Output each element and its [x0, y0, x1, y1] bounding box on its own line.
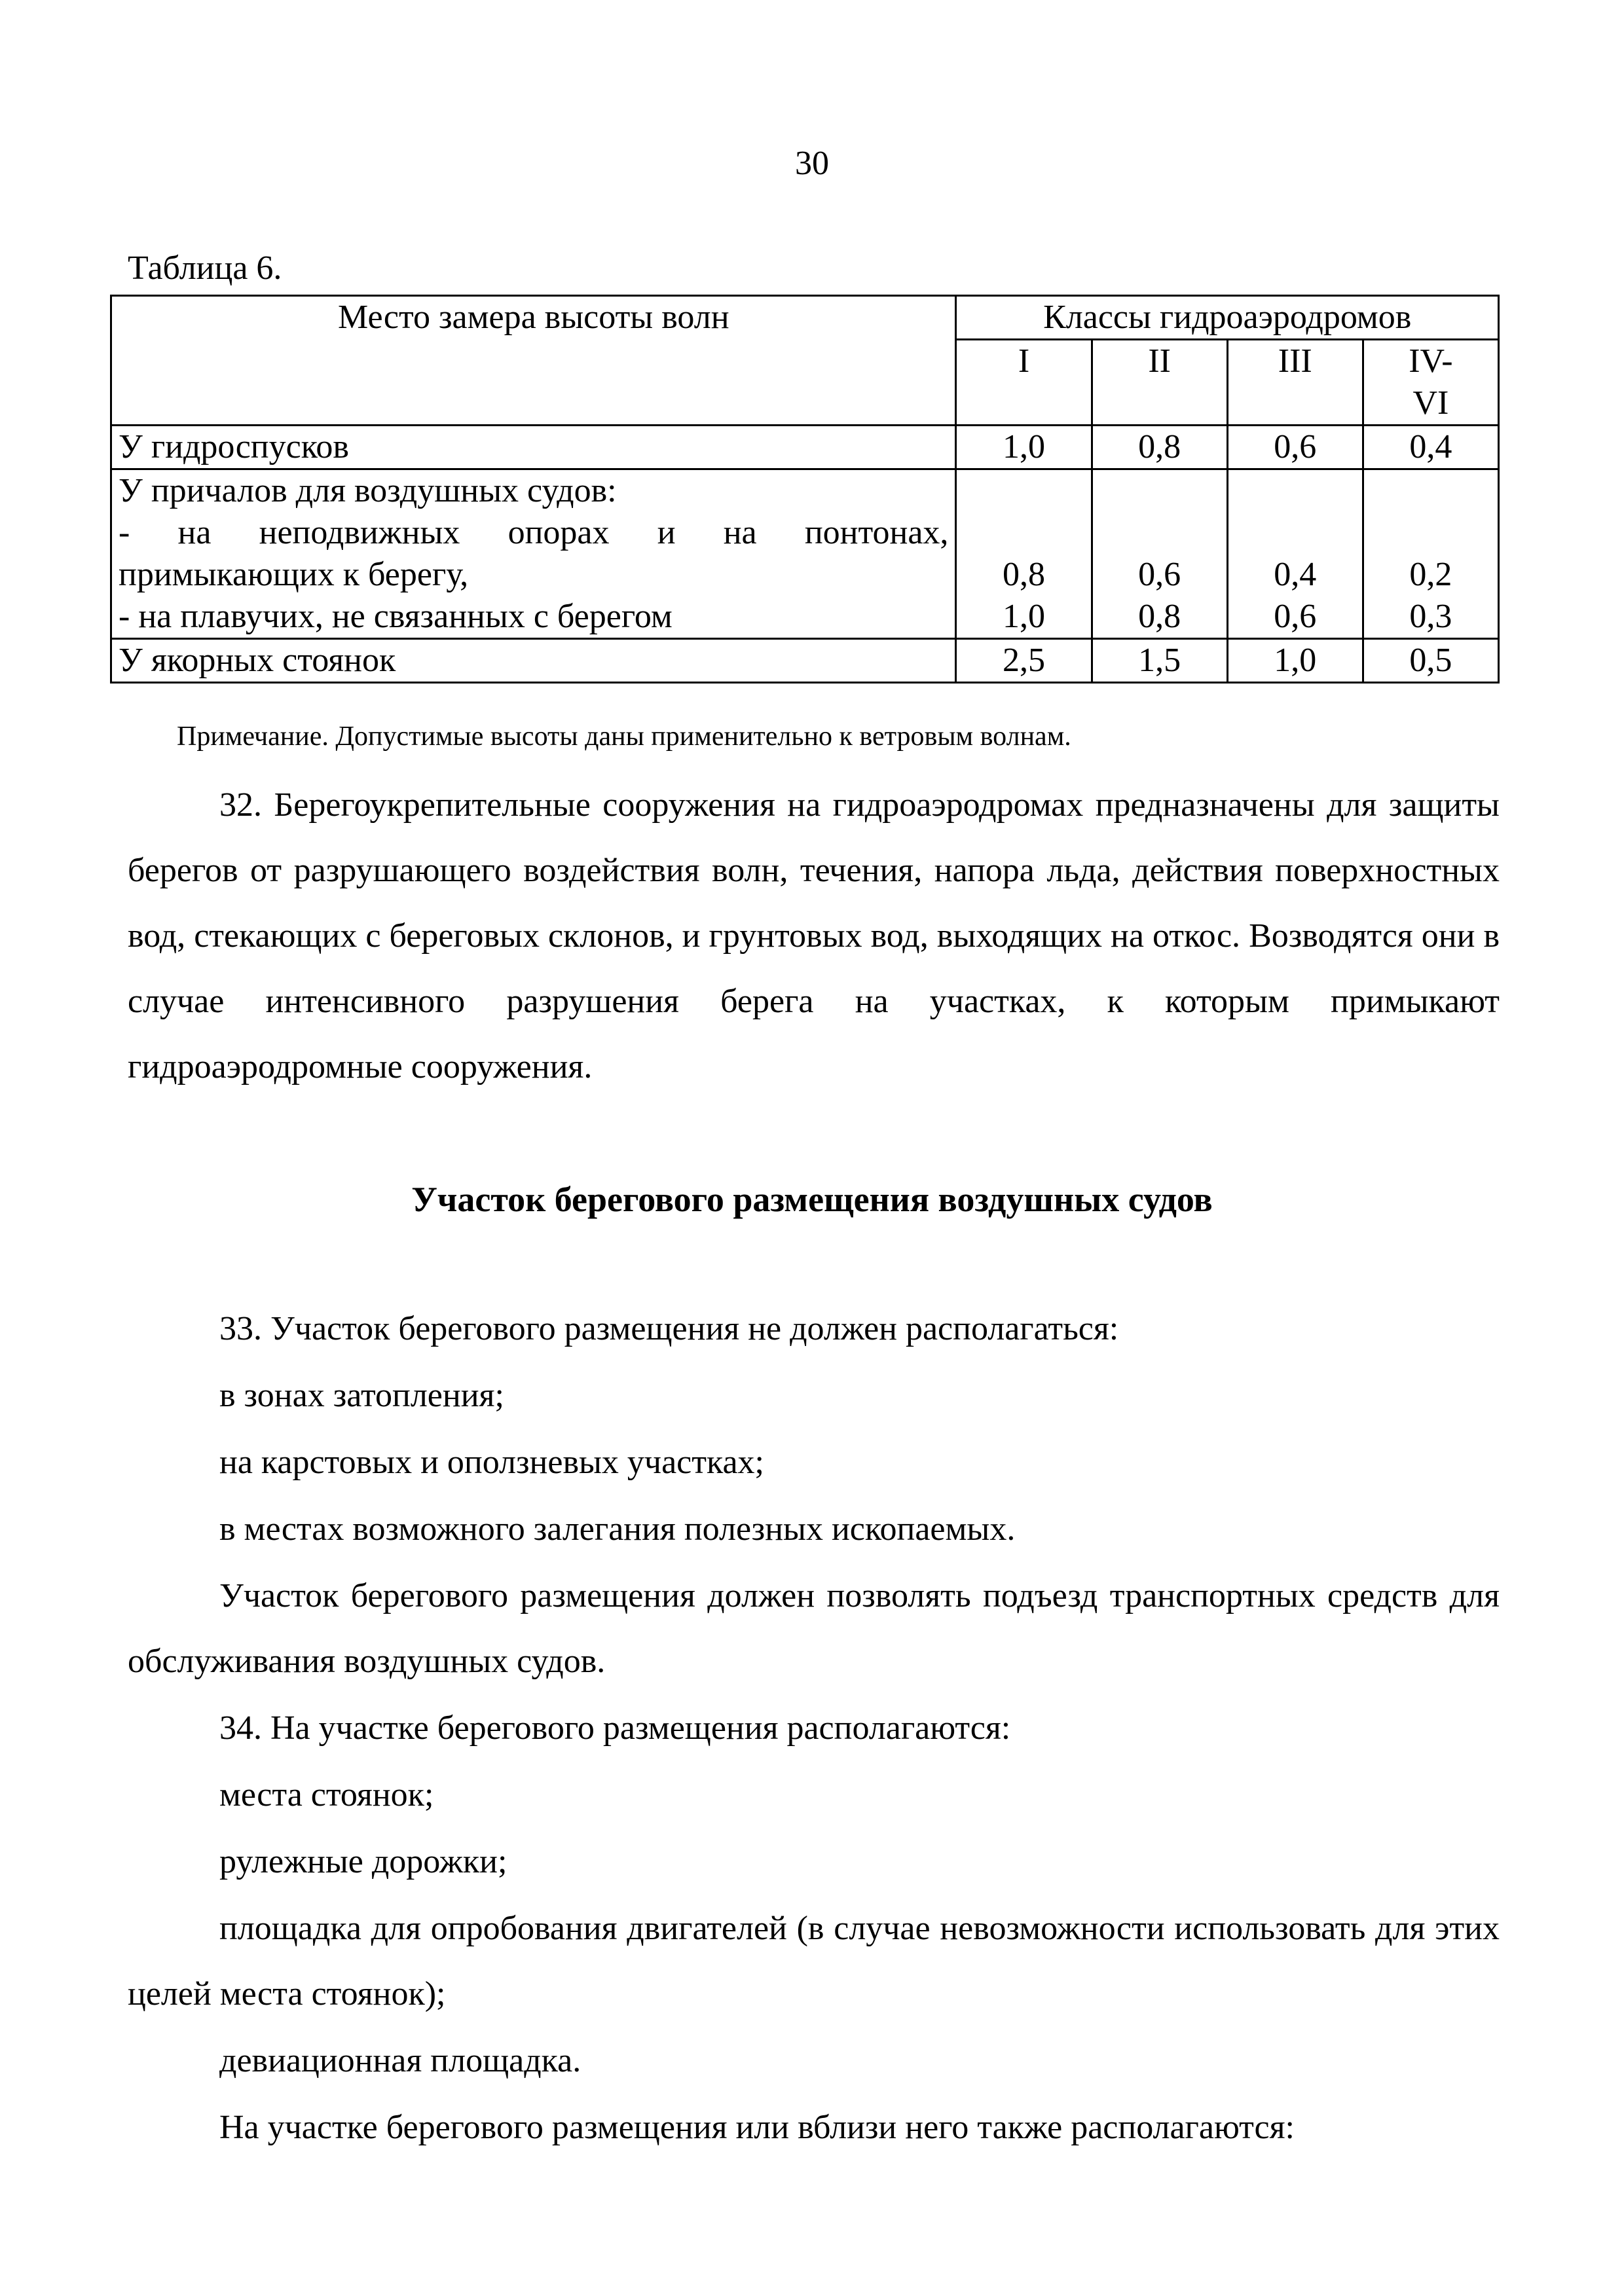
section-heading: Участок берегового размещения воздушных судов: [411, 1180, 1213, 1219]
wave-height-table: [110, 295, 1500, 683]
cell-value: 0,6: [1227, 426, 1363, 469]
cell-value: 0,4: [1274, 556, 1317, 593]
header-place: Место замера высоты волн: [111, 296, 956, 426]
paragraph-32: 32. Берегоукрепительные сооружения на гидроаэродромах предназначены для защиты берегов от разрушающего воздействия волн, течения, напора льда, действия поверхностных вод, стекающих с береговых склонов, и грунтовых вод, выходящих на откос. Возводятся они в случае интенсивного разрушения берега на участках, к которым примыкают гидроаэродромные сооружения.: [128, 786, 1500, 1085]
cell-value: 0,3: [1409, 598, 1452, 635]
cell-value-stack: [1227, 469, 1363, 639]
paragraph-33: 33. Участок берегового размещения не должен располагаться:: [219, 1310, 1119, 1347]
cell-value: 1,0: [1003, 598, 1046, 635]
row-label: У якорных стоянок: [111, 639, 956, 683]
row-label-multiline: [111, 469, 956, 639]
cell-value-stack: [1363, 469, 1498, 639]
list-item: на карстовых и оползневых участках;: [219, 1444, 764, 1481]
cell-value: 0,5: [1363, 639, 1498, 683]
list-item: в местах возможного залегания полезных ископаемых.: [219, 1510, 1016, 1548]
table-caption: Таблица 6.: [128, 249, 282, 287]
word: неподвижных: [259, 514, 460, 551]
cell-value: 0,8: [1092, 426, 1227, 469]
header-classes: Классы гидроаэродромов: [956, 296, 1499, 340]
list-item: рулежные дорожки;: [219, 1843, 507, 1880]
header-class-i: I: [956, 340, 1092, 426]
header-class-iv-vi: [1363, 340, 1498, 426]
table-note: Примечание. Допустимые высоты даны применительно к ветровым волнам.: [177, 721, 1071, 752]
cell-value: 0,6: [1138, 556, 1181, 593]
table-row: [111, 639, 1499, 683]
page-number: 30: [795, 145, 829, 182]
cell-value: 1,5: [1092, 639, 1227, 683]
table-row: [111, 469, 1499, 639]
paragraph-33-tail: Участок берегового размещения должен позволять подъезд транспортных средств для обслуживания воздушных судов.: [128, 1577, 1500, 1680]
word: и: [657, 514, 676, 551]
header-class-iv-line2: VI: [1412, 384, 1449, 422]
paragraph-34-tail: На участке берегового размещения или вблизи него также располагаются:: [219, 2109, 1295, 2146]
paragraph-34: 34. На участке берегового размещения располагаются:: [219, 1709, 1011, 1747]
table-row: [111, 426, 1499, 469]
word: на: [723, 514, 757, 551]
list-item: в зонах затопления;: [219, 1377, 504, 1414]
list-item: девиационная площадка.: [219, 2042, 581, 2079]
word: -: [119, 514, 130, 551]
row-label-line: У причалов для воздушных судов:: [119, 472, 617, 509]
header-class-iii: III: [1227, 340, 1363, 426]
row-label-line: - на плавучих, не связанных с берегом: [119, 598, 673, 635]
word: понтонах,: [804, 514, 949, 551]
cell-value: 1,0: [956, 426, 1092, 469]
cell-value-stack: [1092, 469, 1227, 639]
list-item-long: площадка для опробования двигателей (в случае невозможности использовать для этих целей места стоянок);: [128, 1910, 1500, 2013]
list-item: места стоянок;: [219, 1776, 434, 1813]
cell-value: 0,8: [1138, 598, 1181, 635]
cell-value: 2,5: [956, 639, 1092, 683]
word: опорах: [507, 514, 610, 551]
row-label: У гидроспусков: [111, 426, 956, 469]
row-label-line-justified: [119, 512, 948, 554]
cell-value: 0,2: [1409, 556, 1452, 593]
table-header-row: [111, 296, 1499, 340]
header-class-ii: II: [1092, 340, 1227, 426]
cell-value-stack: [956, 469, 1092, 639]
word: на: [177, 514, 212, 551]
cell-value: 0,4: [1363, 426, 1498, 469]
header-class-iv-line1: IV-: [1409, 342, 1453, 380]
cell-value: 1,0: [1227, 639, 1363, 683]
row-label-line: примыкающих к берегу,: [119, 556, 469, 593]
cell-value: 0,6: [1274, 598, 1317, 635]
cell-value: 0,8: [1003, 556, 1046, 593]
